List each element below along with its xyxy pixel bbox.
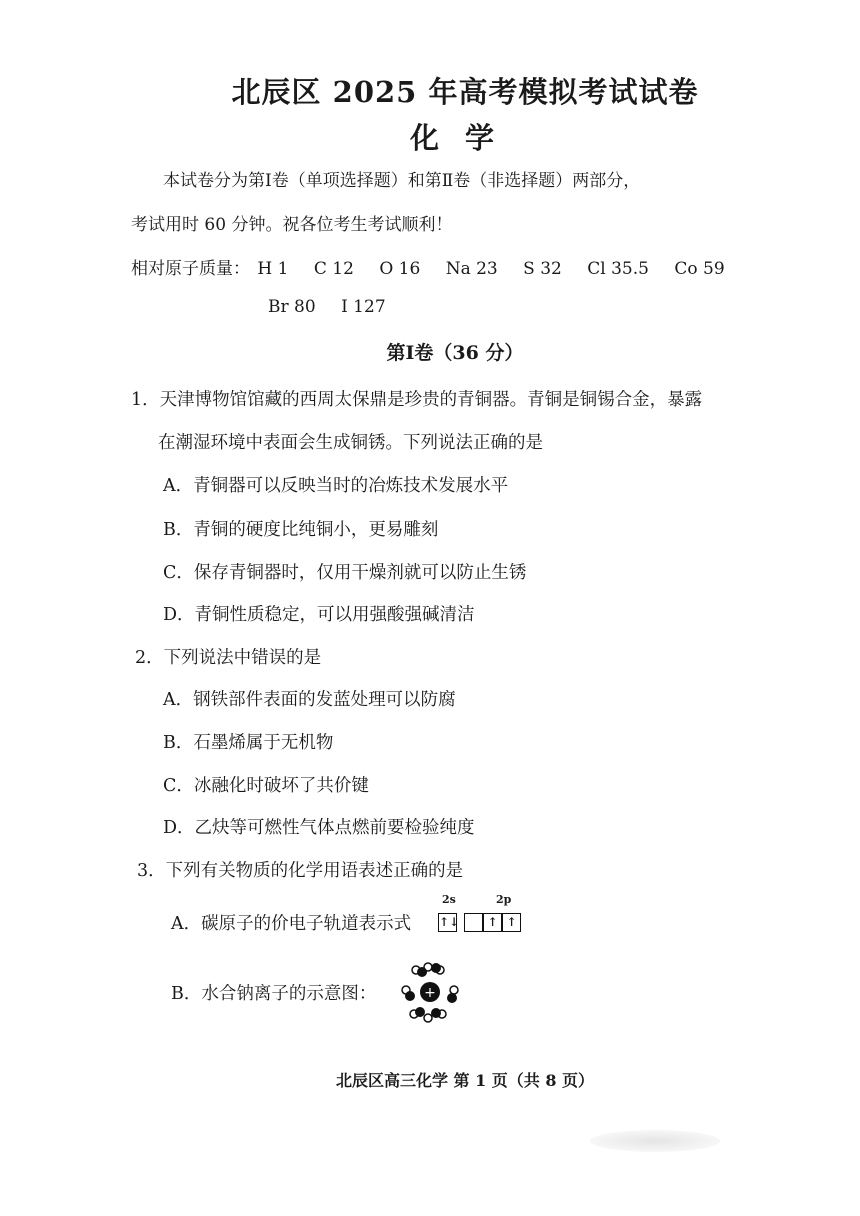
orbital-box-2p-3: ↑ [502,913,521,932]
intro-line-2: 考试用时 60 分钟。祝各位考生考试顺利！ [131,215,453,235]
atomic-mass-i: I 127 [341,297,386,317]
atomic-mass-label: 相对原子质量： [131,259,250,279]
question-2-option-c: C．冰融化时破坏了共价键 [163,776,369,796]
question-2-stem: 2．下列说法中错误的是 [135,648,322,668]
question-3-stem: 3．下列有关物质的化学用语表述正确的是 [137,861,464,881]
question-2-option-d: D．乙炔等可燃性气体点燃前要检验纯度 [163,818,475,838]
atomic-mass-co: Co 59 [674,259,725,279]
atomic-mass-row-2 [268,297,406,317]
atomic-mass-br: Br 80 [268,297,316,317]
orbital-box-2p-2: ↑ [483,913,502,932]
subject-title: 化学 [409,121,520,155]
svg-text:+: + [424,985,436,1001]
question-1-option-b: B．青铜的硬度比纯铜小，更易雕刻 [163,520,439,540]
atomic-mass-h: H 1 [257,259,289,279]
section-title: 第Ⅰ卷（36 分） [386,342,524,364]
question-1-option-a: A．青铜器可以反映当时的冶炼技术发展水平 [163,476,509,496]
scan-smudge [590,1130,720,1152]
intro-line-1: 本试卷分为第Ⅰ卷（单项选择题）和第Ⅱ卷（非选择题）两部分， [163,171,641,191]
question-3-option-b: B．水合钠离子的示意图： [171,984,377,1004]
atomic-mass-na: Na 23 [445,259,498,279]
hydrated-sodium-ion-diagram [398,958,468,1024]
orbital-box-2s: ↑↓ [438,913,457,932]
question-1-stem-line-2: 在潮湿环境中表面会生成铜锈。下列说法正确的是 [158,433,543,453]
atomic-mass-row-1 [131,254,745,279]
question-2-option-a: A．钢铁部件表面的发蓝处理可以防腐 [163,690,456,710]
orbital-label-2p: 2p [496,893,512,906]
page-footer: 北辰区高三化学 第 1 页（共 8 页） [335,1071,595,1090]
question-1-option-d: D．青铜性质稳定，可以用强酸强碱清洁 [163,605,475,625]
atomic-mass-s: S 32 [523,259,562,279]
question-3-option-a: A．碳原子的价电子轨道表示式 [171,914,412,934]
question-2-option-b: B．石墨烯属于无机物 [163,733,334,753]
atomic-mass-c: C 12 [313,259,354,279]
question-1-option-c: C．保存青铜器时，仅用干燥剂就可以防止生锈 [163,563,527,583]
question-1-stem-line-1: 1．天津博物馆馆藏的西周太保鼎是珍贵的青铜器。青铜是铜锡合金，暴露 [131,390,703,410]
atomic-mass-cl: Cl 35.5 [587,259,649,279]
atomic-mass-o: O 16 [379,259,421,279]
orbital-box-2p-1 [464,913,483,932]
exam-title: 北辰区 2025 年高考模拟考试试卷 [231,75,699,109]
orbital-label-2s: 2s [442,893,456,906]
